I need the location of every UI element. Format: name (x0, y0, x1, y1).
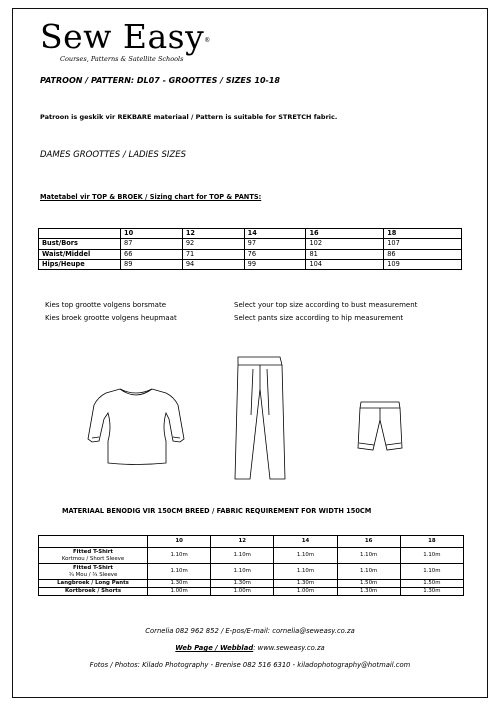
table-cell: 1.00m (274, 588, 337, 596)
table-cell: 89 (121, 259, 183, 269)
stretch-note: Patroon is geskik vir REKBARE materiaal / Pattern is suitable for STRETCH fabric. (40, 113, 338, 121)
registered-mark: ® (204, 37, 211, 44)
table-row (39, 580, 464, 588)
sizing-table (38, 228, 462, 270)
size-header: 14 (244, 229, 306, 239)
row-label (39, 548, 148, 564)
tshirt-illustration (86, 385, 186, 467)
table-row (39, 548, 464, 564)
sizes-title: DAMES GROOTTES / LADIES SIZES (40, 150, 187, 160)
size-header: 16 (306, 229, 384, 239)
garment-name: Fitted T-Shirt (73, 564, 113, 571)
table-cell: 1.10m (400, 548, 463, 564)
garment-name: Fitted T-Shirt (73, 548, 113, 555)
table-row (39, 249, 462, 259)
table-header-row (39, 536, 464, 548)
long-pants-illustration (233, 355, 287, 485)
table-cell: 1.30m (274, 580, 337, 588)
pattern-header: PATROON / PATTERN: DL07 - GROOTTES / SIZES 10-18 (40, 76, 280, 85)
table-cell: 1.50m (400, 580, 463, 588)
row-label: Hips/Heupe (39, 259, 121, 269)
table-corner-cell (39, 229, 121, 239)
size-header: 16 (337, 536, 400, 548)
table-corner-cell (39, 536, 148, 548)
table-cell: 1.30m (148, 580, 211, 588)
fabric-requirement-title: MATERIAAL BENODIG VIR 150CM BREED / FABRIC REQUIREMENT FOR WIDTH 150CM (62, 507, 372, 515)
table-cell: 1.10m (337, 564, 400, 580)
garment-sub: Kortmou / Short Sleeve (61, 555, 125, 562)
table-cell: 1.00m (211, 588, 274, 596)
table-cell: 1.10m (148, 564, 211, 580)
table-cell: 66 (121, 249, 183, 259)
logo-name: Sew Easy (40, 17, 205, 56)
table-row (39, 564, 464, 580)
garment-sub: ¾ Mou / ¾ Sleeve (68, 571, 118, 578)
table-row (39, 588, 464, 596)
sizing-chart-title: Matetabel vir TOP & BROEK / Sizing chart for TOP & PANTS: (40, 193, 262, 201)
row-label: Bust/Bors (39, 239, 121, 249)
table-cell: 87 (121, 239, 183, 249)
table-cell: 1.10m (148, 548, 211, 564)
instruction-pants-en: Select pants size according to hip measurement (234, 314, 404, 322)
row-label (39, 564, 148, 580)
logo (40, 17, 211, 63)
table-cell: 102 (306, 239, 384, 249)
size-header: 10 (121, 229, 183, 239)
table-cell: 99 (244, 259, 306, 269)
web-line (0, 644, 500, 652)
row-label: Langbroek / Long Pants (39, 580, 148, 588)
table-row (39, 239, 462, 249)
table-cell: 1.30m (400, 588, 463, 596)
web-label: Web Page / Webblad (175, 644, 254, 652)
photos-credit: Fotos / Photos: Kilado Photography - Brenise 082 516 6310 - kiladophotography@hotmail.com (89, 661, 411, 669)
table-cell: 1.10m (274, 548, 337, 564)
table-cell: 1.30m (337, 588, 400, 596)
fabric-table (38, 535, 464, 596)
contact-line: Cornelia 082 962 852 / E-pos/E-mail: cornelia@seweasy.co.za (145, 627, 355, 635)
row-label: Waist/Middel (39, 249, 121, 259)
table-cell: 86 (384, 249, 462, 259)
instruction-top-af: Kies top grootte volgens borsmate (45, 301, 167, 309)
shorts-illustration (357, 400, 403, 456)
instruction-top-en: Select your top size according to bust measurement (234, 301, 418, 309)
size-header: 18 (384, 229, 462, 239)
web-url[interactable]: : www.seweasy.co.za (253, 644, 325, 652)
table-cell: 71 (182, 249, 244, 259)
table-cell: 107 (384, 239, 462, 249)
table-cell: 1.10m (211, 564, 274, 580)
table-cell: 1.10m (400, 564, 463, 580)
table-cell: 109 (384, 259, 462, 269)
size-header: 12 (211, 536, 274, 548)
logo-tagline: Courses, Patterns & Satellite Schools (60, 55, 184, 63)
table-cell: 1.10m (337, 548, 400, 564)
table-cell: 1.50m (337, 580, 400, 588)
size-header: 14 (274, 536, 337, 548)
table-row (39, 259, 462, 269)
table-cell: 1.10m (274, 564, 337, 580)
table-cell: 76 (244, 249, 306, 259)
table-cell: 1.30m (211, 580, 274, 588)
size-header: 18 (400, 536, 463, 548)
size-header: 12 (182, 229, 244, 239)
table-cell: 81 (306, 249, 384, 259)
size-header: 10 (148, 536, 211, 548)
table-cell: 94 (182, 259, 244, 269)
table-header-row (39, 229, 462, 239)
table-cell: 1.00m (148, 588, 211, 596)
table-cell: 92 (182, 239, 244, 249)
table-cell: 104 (306, 259, 384, 269)
row-label: Kortbroek / Shorts (39, 588, 148, 596)
table-cell: 1.10m (211, 548, 274, 564)
instruction-pants-af: Kies broek grootte volgens heupmaat (45, 314, 177, 322)
table-cell: 97 (244, 239, 306, 249)
